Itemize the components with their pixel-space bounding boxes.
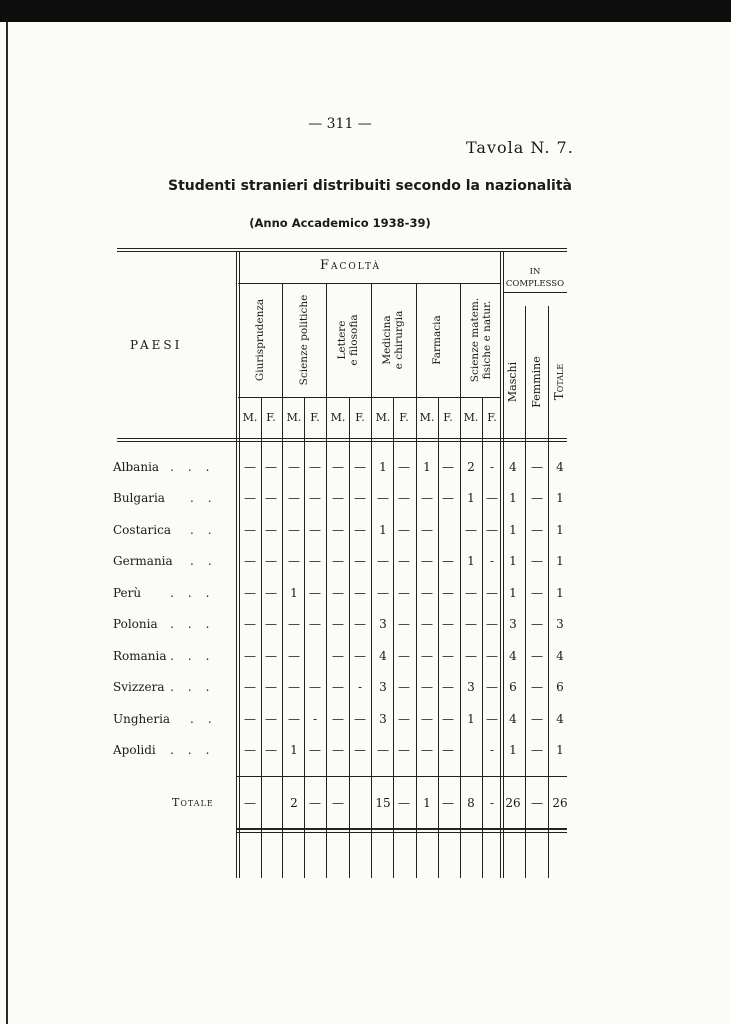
table-cell: —: [486, 617, 498, 631]
table-cell: —: [265, 617, 277, 631]
table-cell: —: [398, 617, 410, 631]
table-cell: —: [398, 554, 410, 568]
leader-dots: ..: [190, 523, 226, 537]
complesso-header-rule: [503, 292, 567, 293]
table-cell: 1: [509, 586, 517, 600]
table-cell: —: [531, 460, 543, 474]
table-cell: —: [265, 712, 277, 726]
leader-dots: ..: [190, 554, 226, 568]
faculty-header-6: [461, 285, 501, 395]
scan-top-border: [0, 0, 731, 22]
table-cell: —: [288, 523, 300, 537]
table-cell: —: [421, 680, 433, 694]
table-cell: —: [265, 523, 277, 537]
faculty-name-line2: e filosofia: [348, 314, 360, 366]
table-cell: —: [486, 586, 498, 600]
faculty-name-line2: e chirurgia: [393, 310, 405, 370]
page-number: — 311 —: [308, 116, 372, 132]
table-cell: —: [421, 554, 433, 568]
table-cell: —: [398, 460, 410, 474]
total-cell: —: [531, 796, 543, 810]
table-cell: —: [244, 586, 256, 600]
scan-left-edge: [6, 22, 8, 1024]
table-cell: —: [265, 743, 277, 757]
table-cell: —: [486, 523, 498, 537]
table-cell: —: [398, 523, 410, 537]
table-cell: —: [398, 491, 410, 505]
table-divider-left: [236, 252, 237, 878]
table-cell: 1: [509, 554, 517, 568]
faculty-header-5: [417, 285, 457, 395]
leader-dots: ...: [170, 743, 224, 757]
table-cell: —: [265, 554, 277, 568]
table-cell: —: [332, 491, 344, 505]
total-cell: 15: [375, 796, 391, 810]
table-cell: 1: [379, 523, 387, 537]
country-name: Costarica: [113, 523, 171, 537]
table-cell: —: [288, 554, 300, 568]
table-cell: —: [398, 680, 410, 694]
table-cell: 1: [423, 460, 431, 474]
table-cell: 6: [509, 680, 517, 694]
total-cell: 2: [290, 796, 298, 810]
leader-dots: ..: [190, 491, 226, 505]
faculty-divider: [326, 284, 327, 878]
total-cell: —: [442, 796, 454, 810]
table-cell: -: [357, 680, 363, 694]
faculty-header-4: [373, 285, 413, 395]
table-cell: 1: [556, 586, 564, 600]
table-cell: 1: [509, 523, 517, 537]
table-cell: 1: [556, 523, 564, 537]
table-cell: —: [354, 491, 366, 505]
table-cell: —: [531, 680, 543, 694]
table-cell: —: [442, 617, 454, 631]
table-cell: 3: [379, 680, 387, 694]
table-cell: —: [244, 554, 256, 568]
table-cell: —: [332, 712, 344, 726]
f-label: F.: [487, 411, 497, 424]
table-cell: —: [309, 523, 321, 537]
table-cell: 1: [509, 743, 517, 757]
table-cell: —: [465, 586, 477, 600]
table-cell: —: [244, 523, 256, 537]
paesi-header: PAESI: [130, 338, 183, 352]
table-cell: —: [309, 617, 321, 631]
table-cell: —: [398, 712, 410, 726]
table-cell: —: [354, 617, 366, 631]
total-top-rule: [236, 776, 567, 777]
table-cell: —: [354, 554, 366, 568]
table-cell: —: [244, 680, 256, 694]
country-name: Bulgaria: [113, 491, 165, 505]
table-cell: 2: [467, 460, 475, 474]
table-cell: —: [332, 554, 344, 568]
table-label: Tavola N. 7.: [466, 138, 574, 157]
table-cell: 1: [379, 460, 387, 474]
faculty-divider: [371, 284, 372, 878]
total-cell: 8: [467, 796, 475, 810]
table-cell: —: [332, 586, 344, 600]
total-cell: —: [244, 796, 256, 810]
table-cell: —: [377, 743, 389, 757]
page-subtitle: (Anno Accademico 1938-39): [249, 216, 431, 230]
leader-dots: ...: [170, 617, 224, 631]
table-cell: 4: [556, 649, 564, 663]
total-cell: —: [309, 796, 321, 810]
table-cell: —: [531, 743, 543, 757]
table-cell: —: [354, 743, 366, 757]
table-cell: 3: [379, 617, 387, 631]
table-cell: —: [288, 460, 300, 474]
m-label: M.: [463, 411, 479, 424]
complesso-header-maschi: Maschi: [506, 361, 519, 403]
f-label: F.: [266, 411, 276, 424]
table-cell: —: [244, 491, 256, 505]
table-cell: —: [265, 680, 277, 694]
m-label: M.: [330, 411, 346, 424]
m-label: M.: [419, 411, 435, 424]
faculty-divider: [282, 284, 283, 878]
table-cell: -: [312, 712, 318, 726]
table-cell: 1: [467, 712, 475, 726]
m-label: M.: [375, 411, 391, 424]
table-cell: —: [332, 460, 344, 474]
table-cell: —: [442, 743, 454, 757]
table-cell: —: [486, 491, 498, 505]
m-label: M.: [242, 411, 258, 424]
table-cell: —: [244, 743, 256, 757]
table-cell: —: [377, 491, 389, 505]
faculty-name-line1: Lettere: [336, 320, 348, 360]
country-name: Romania: [113, 649, 167, 663]
table-cell: —: [265, 460, 277, 474]
table-cell: —: [421, 586, 433, 600]
table-cell: —: [309, 680, 321, 694]
f-label: F.: [310, 411, 320, 424]
table-cell: 4: [556, 712, 564, 726]
table-cell: —: [244, 712, 256, 726]
table-cell: —: [309, 554, 321, 568]
table-cell: —: [398, 649, 410, 663]
total-cell: —: [398, 796, 410, 810]
m-label: M.: [286, 411, 302, 424]
table-cell: —: [421, 491, 433, 505]
faculty-name-line1: Scienze politiche: [298, 294, 310, 386]
f-label: F.: [443, 411, 453, 424]
table-cell: —: [309, 586, 321, 600]
faculty-header-3: [328, 285, 368, 395]
table-cell: 4: [509, 712, 517, 726]
table-cell: 1: [290, 743, 298, 757]
table-cell: —: [486, 649, 498, 663]
country-name: Perù: [113, 586, 142, 600]
country-name: Ungheria: [113, 712, 171, 726]
table-cell: —: [265, 649, 277, 663]
table-cell: —: [421, 743, 433, 757]
table-cell: —: [421, 617, 433, 631]
table-cell: —: [442, 649, 454, 663]
table-cell: 4: [556, 460, 564, 474]
table-cell: —: [442, 712, 454, 726]
table-cell: —: [531, 617, 543, 631]
table-cell: —: [377, 554, 389, 568]
table-cell: —: [332, 649, 344, 663]
leader-dots: ..: [190, 712, 226, 726]
table-cell: —: [398, 743, 410, 757]
table-cell: —: [354, 586, 366, 600]
table-cell: —: [354, 523, 366, 537]
table-cell: 1: [556, 743, 564, 757]
table-cell: 4: [509, 460, 517, 474]
total-label: Totale: [172, 796, 214, 809]
table-cell: 1: [467, 491, 475, 505]
table-cell: -: [489, 554, 495, 568]
table-cell: —: [354, 712, 366, 726]
country-name: Polonia: [113, 617, 158, 631]
total-cell: 26: [552, 796, 568, 810]
leader-dots: ...: [170, 460, 224, 474]
country-name: Germania: [113, 554, 173, 568]
table-cell: —: [377, 586, 389, 600]
table-cell: —: [288, 491, 300, 505]
table-cell: 3: [556, 617, 564, 631]
table-cell: —: [288, 712, 300, 726]
table-cell: —: [442, 680, 454, 694]
table-cell: —: [465, 649, 477, 663]
f-label: F.: [399, 411, 409, 424]
table-cell: —: [531, 491, 543, 505]
total-cell: 1: [423, 796, 431, 810]
table-cell: —: [442, 491, 454, 505]
table-cell: —: [309, 743, 321, 757]
total-cell: -: [489, 796, 495, 810]
complesso-header-femmine: Femmine: [530, 356, 543, 408]
leader-dots: ...: [170, 586, 224, 600]
table-cell: —: [244, 460, 256, 474]
table-top-rule: [117, 248, 567, 249]
leader-dots: ...: [170, 680, 224, 694]
table-cell: —: [531, 649, 543, 663]
table-cell: —: [332, 523, 344, 537]
total-bottom-rule-2: [236, 832, 567, 833]
table-cell: —: [332, 617, 344, 631]
table-cell: —: [531, 712, 543, 726]
table-cell: —: [465, 523, 477, 537]
table-cell: —: [442, 460, 454, 474]
table-cell: 4: [509, 649, 517, 663]
table-cell: —: [332, 743, 344, 757]
table-cell: —: [309, 491, 321, 505]
table-cell: —: [465, 617, 477, 631]
table-cell: —: [442, 554, 454, 568]
country-name: Apolidi: [113, 743, 156, 757]
table-cell: —: [421, 712, 433, 726]
table-cell: —: [244, 649, 256, 663]
table-cell: 1: [290, 586, 298, 600]
table-cell: —: [354, 460, 366, 474]
table-cell: 6: [556, 680, 564, 694]
table-cell: —: [265, 586, 277, 600]
table-cell: —: [288, 649, 300, 663]
country-name: Albania: [113, 460, 160, 474]
faculty-name-line1: Medicina: [381, 315, 393, 365]
faculty-name-line1: Giurisprudenza: [254, 298, 266, 382]
table-cell: 3: [509, 617, 517, 631]
table-cell: -: [489, 743, 495, 757]
table-cell: 1: [556, 554, 564, 568]
table-cell: 1: [467, 554, 475, 568]
complesso-header-complesso: COMPLESSO: [505, 279, 565, 289]
total-cell: 26: [505, 796, 521, 810]
faculty-header-1: [240, 285, 280, 395]
table-cell: —: [244, 617, 256, 631]
table-cell: -: [489, 460, 495, 474]
table-cell: —: [265, 491, 277, 505]
table-cell: —: [531, 554, 543, 568]
faculty-name-line1: Scienze matem.: [469, 297, 481, 383]
f-label: F.: [355, 411, 365, 424]
page-title: Studenti stranieri distribuiti secondo la nazionalità: [168, 178, 572, 194]
table-cell: —: [442, 586, 454, 600]
table-cell: 3: [467, 680, 475, 694]
total-cell: —: [332, 796, 344, 810]
table-cell: —: [486, 680, 498, 694]
faculty-header-2: [284, 285, 324, 395]
table-cell: —: [421, 523, 433, 537]
table-cell: 4: [379, 649, 387, 663]
table-cell: —: [354, 649, 366, 663]
complesso-header-totale: Totale: [552, 363, 566, 401]
total-bottom-rule: [236, 828, 567, 830]
table-cell: 1: [556, 491, 564, 505]
facolta-header: Facoltà: [320, 258, 382, 273]
leader-dots: ...: [170, 649, 224, 663]
table-cell: 3: [379, 712, 387, 726]
table-cell: —: [288, 680, 300, 694]
table-cell: —: [421, 649, 433, 663]
table-cell: —: [332, 680, 344, 694]
table-cell: 1: [509, 491, 517, 505]
table-cell: —: [531, 586, 543, 600]
table-cell: —: [398, 586, 410, 600]
complesso-header-in: IN: [529, 267, 541, 277]
table-cell: —: [531, 523, 543, 537]
table-cell: —: [288, 617, 300, 631]
table-cell: —: [486, 712, 498, 726]
country-name: Svizzera: [113, 680, 165, 694]
faculty-name-line1: Farmacia: [431, 315, 443, 365]
table-cell: —: [309, 460, 321, 474]
faculty-name-line2: fisiche e natur.: [481, 300, 493, 380]
